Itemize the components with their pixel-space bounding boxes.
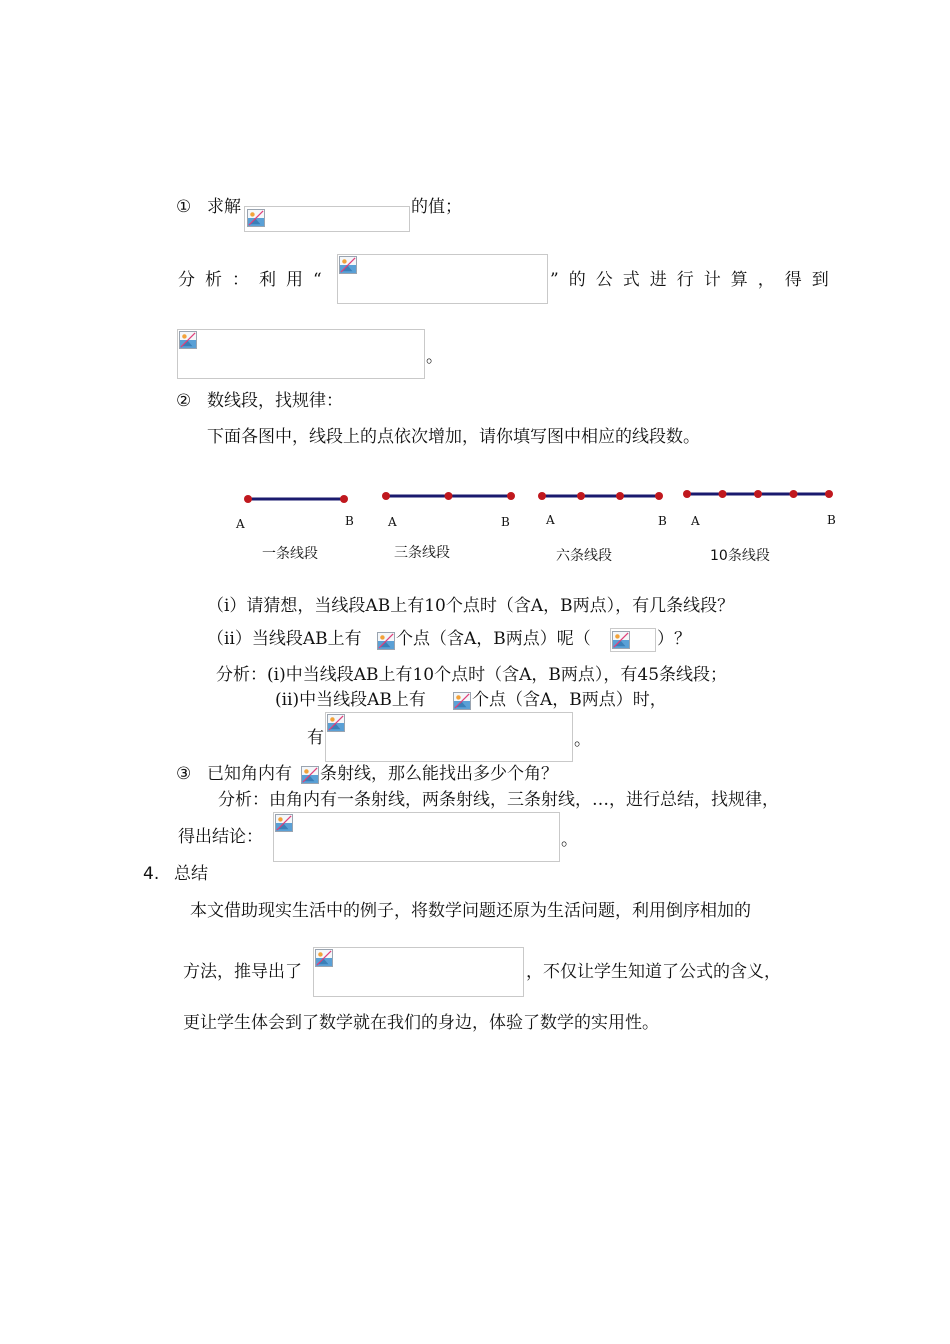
section4-paragraph-2-a: 方法，推导出了 xyxy=(183,962,302,982)
segment-point xyxy=(683,490,691,498)
broken-image-icon xyxy=(315,949,333,967)
analysis2-line2-a: (ⅱ)中当线段AB上有 xyxy=(275,690,426,710)
item1-suffix: 的值； xyxy=(411,197,462,217)
item3-text-a: 已知角内有 xyxy=(207,764,292,784)
item3-number: ③ xyxy=(176,764,192,784)
formula-image-5 xyxy=(325,712,573,762)
item2-instruction: 下面各图中，线段上的点依次增加，请你填写图中相应的线段数。 xyxy=(207,427,700,447)
segment-point xyxy=(445,492,453,500)
segment-point xyxy=(655,492,663,500)
point-label-b: B xyxy=(827,513,836,527)
segment-point xyxy=(754,490,762,498)
question-1: （ⅰ）请猜想，当线段AB上有10个点时（含A，B两点），有几条线段？ xyxy=(207,596,735,616)
segment-diagram xyxy=(0,0,950,600)
point-label-b: B xyxy=(501,515,510,529)
point-label-a: A xyxy=(388,515,397,529)
item2-number: ② xyxy=(176,391,192,411)
section4-paragraph-2-b: ，不仅让学生知道了公式的含义， xyxy=(526,962,781,982)
segment-caption: 六条线段 xyxy=(556,548,612,564)
broken-image-icon xyxy=(301,766,319,784)
segment-point xyxy=(719,490,727,498)
analysis2-line1: 分析：(ⅰ)中当线段AB上有10个点时（含A，B两点），有45条线段； xyxy=(216,665,728,685)
point-label-b: B xyxy=(345,514,354,528)
section4-title: 总结 xyxy=(174,864,208,884)
point-label-a: A xyxy=(546,513,555,527)
analysis1-label: 分析：利用“ xyxy=(178,270,332,290)
item2-title: 数线段，找规律： xyxy=(207,391,343,411)
segment-point xyxy=(507,492,515,500)
point-label-b: B xyxy=(658,514,667,528)
item3-text-b: 条射线，那么能找出多少个角？ xyxy=(320,764,558,784)
segment-point xyxy=(616,492,624,500)
item3-conclusion-b: 。 xyxy=(561,830,578,850)
segment-point xyxy=(244,495,252,503)
item3-conclusion-a: 得出结论： xyxy=(178,827,263,847)
section4-paragraph-1: 本文借助现实生活中的例子，将数学问题还原为生活问题，利用倒序相加的 xyxy=(190,901,751,921)
section4-paragraph-3: 更让学生体会到了数学就在我们的身边，体验了数学的实用性。 xyxy=(183,1013,659,1033)
analysis2-line3-a: 有 xyxy=(307,728,324,748)
broken-image-icon xyxy=(327,714,345,732)
formula-image-6 xyxy=(273,812,560,862)
question-2-b: 个点（含A，B两点）呢（ xyxy=(396,629,591,649)
analysis1-middle: ”的公式进行计算，得到 xyxy=(550,270,839,290)
formula-image-7 xyxy=(313,947,524,997)
segment-point xyxy=(340,495,348,503)
question-2-a: （ⅱ）当线段AB上有 xyxy=(207,629,362,649)
segment-caption: 一条线段 xyxy=(262,546,318,562)
broken-image-icon xyxy=(612,631,630,649)
broken-image-icon xyxy=(377,632,395,650)
analysis2-line3-b: 。 xyxy=(574,730,591,750)
item1-number: ① xyxy=(176,197,192,217)
point-label-a: A xyxy=(691,514,700,528)
segment-caption: 10条线段 xyxy=(710,548,770,564)
segment-point xyxy=(538,492,546,500)
item3-analysis: 分析：由角内有一条射线，两条射线，三条射线，…，进行总结，找规律， xyxy=(218,790,779,810)
section4-number: 4. xyxy=(143,864,160,884)
formula-image-4 xyxy=(610,628,656,652)
question-2-c: ）？ xyxy=(657,629,691,649)
broken-image-icon xyxy=(453,692,471,710)
segment-caption: 三条线段 xyxy=(394,545,450,561)
analysis2-line2-b: 个点（含A，B两点）时， xyxy=(472,690,667,710)
item1-prefix: 求解 xyxy=(207,197,241,217)
broken-image-icon xyxy=(275,814,293,832)
segment-point xyxy=(825,490,833,498)
segment-point xyxy=(382,492,390,500)
point-label-a: A xyxy=(236,517,245,531)
segment-point xyxy=(790,490,798,498)
analysis1-end: 。 xyxy=(426,347,443,367)
segment-point xyxy=(577,492,585,500)
